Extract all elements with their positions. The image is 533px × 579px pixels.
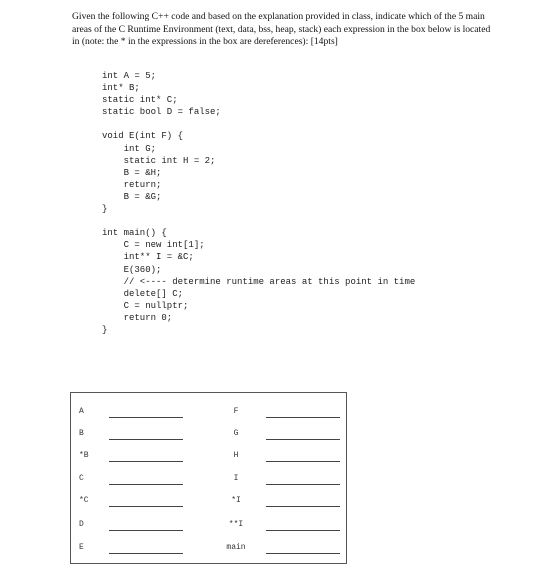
code-line: }: [102, 324, 108, 335]
code-line: int G;: [102, 143, 157, 154]
answer-blank[interactable]: [109, 461, 183, 462]
code-line: int* B;: [102, 83, 140, 94]
expression-label: H: [233, 451, 239, 460]
answer-blank[interactable]: [109, 484, 183, 485]
expression-label: *C: [79, 496, 89, 505]
code-line: E(360);: [102, 264, 162, 275]
answer-row-e: [71, 543, 201, 557]
answer-row-c: [71, 474, 201, 488]
code-line: [102, 215, 502, 227]
code-line: delete[] C;: [102, 288, 184, 299]
answer-row-double-deref-i: [214, 520, 346, 534]
code-line: void E(int F) {: [102, 131, 184, 142]
expression-label: C: [79, 474, 84, 483]
answer-blank[interactable]: [109, 530, 183, 531]
expression-label: **I: [228, 520, 244, 529]
code-line: B = &G;: [102, 191, 162, 202]
expression-label: *B: [79, 451, 89, 460]
code-line: return;: [102, 179, 162, 190]
answer-blank[interactable]: [266, 506, 340, 507]
code-line: // <---- determine runtime areas at this point in time: [102, 276, 416, 287]
code-line: [102, 118, 502, 130]
answer-box: [70, 392, 347, 564]
answer-row-deref-i: [214, 496, 346, 510]
code-line: int A = 5;: [102, 71, 157, 81]
code-line: int main() {: [102, 228, 167, 239]
answer-blank[interactable]: [266, 553, 340, 554]
answer-row-main: [214, 543, 346, 557]
expression-label: A: [79, 407, 84, 416]
answer-row-g: [214, 429, 346, 443]
answer-blank[interactable]: [266, 530, 340, 531]
question-text: Given the following C++ code and based on the explanation provided in class, indicate which of the 5 main areas of the C Runtime Environment (text, data, bss, heap, stack) each expression in the box below is located in (note: the * in the expressions in the box are dereferences): [14pts]: [72, 11, 491, 48]
expression-label: I: [233, 474, 239, 483]
answer-blank[interactable]: [266, 484, 340, 485]
code-line: int** I = &C;: [102, 252, 194, 263]
code-line: return 0;: [102, 312, 173, 323]
answer-blank[interactable]: [266, 439, 340, 440]
expression-label: G: [233, 429, 239, 438]
code-line: }: [102, 204, 108, 215]
code-listing: [102, 70, 502, 336]
expression-label: main: [226, 543, 246, 552]
answer-row-i: [214, 474, 346, 488]
expression-label: F: [233, 407, 239, 416]
answer-row-f: [214, 407, 346, 421]
expression-label: D: [79, 520, 84, 529]
answer-row-d: [71, 520, 201, 534]
expression-label: *I: [231, 496, 241, 505]
code-line: static int H = 2;: [102, 155, 216, 166]
answer-blank[interactable]: [109, 506, 183, 507]
code-line: static bool D = false;: [102, 107, 221, 118]
answer-row-deref-b: [71, 451, 201, 465]
answer-blank[interactable]: [109, 417, 183, 418]
answer-row-a: [71, 407, 201, 421]
answer-blank[interactable]: [109, 553, 183, 554]
code-line: static int* C;: [102, 95, 178, 106]
answer-row-h: [214, 451, 346, 465]
answer-blank[interactable]: [266, 461, 340, 462]
answer-blank[interactable]: [266, 417, 340, 418]
answer-row-deref-c: [71, 496, 201, 510]
code-line: B = &H;: [102, 167, 162, 178]
expression-label: B: [79, 429, 84, 438]
code-line: C = nullptr;: [102, 300, 189, 311]
expression-label: E: [79, 543, 84, 552]
code-line: C = new int[1];: [102, 240, 205, 251]
answer-blank[interactable]: [109, 439, 183, 440]
answer-row-b: [71, 429, 201, 443]
